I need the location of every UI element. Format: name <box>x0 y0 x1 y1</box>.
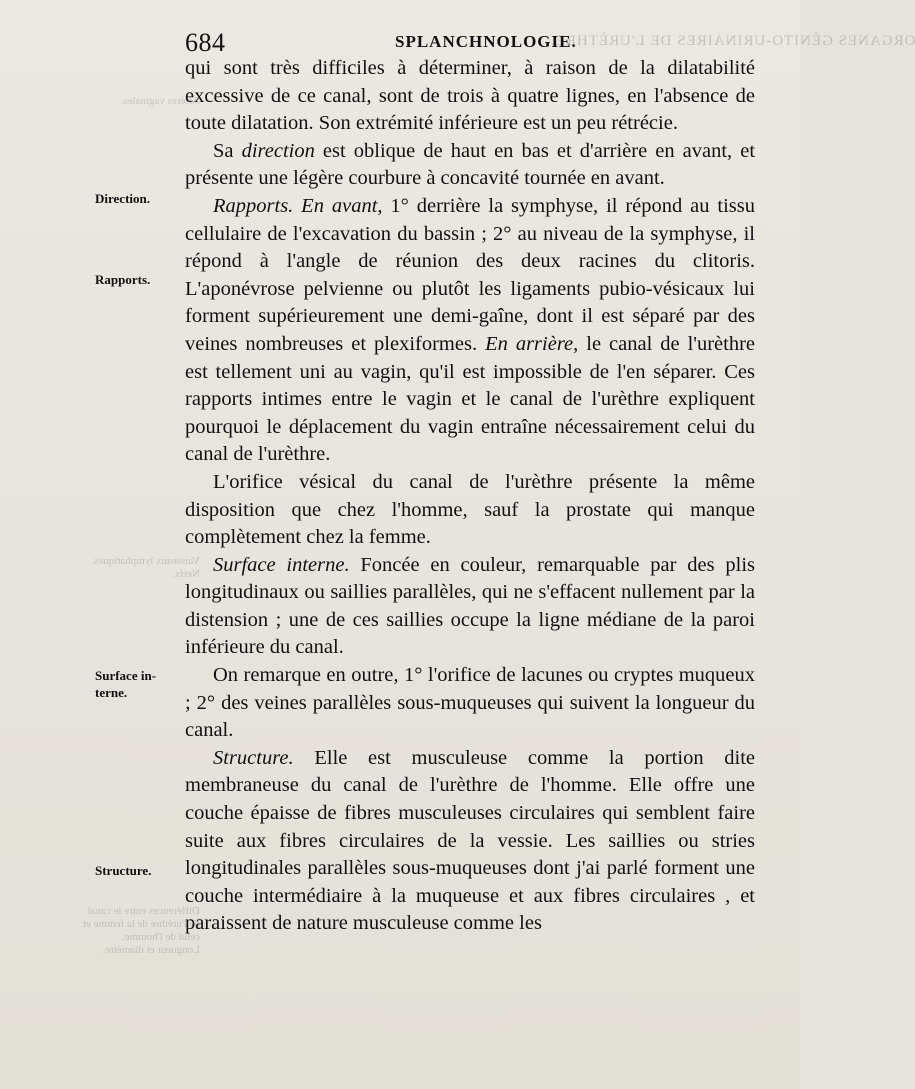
running-title: SPLANCHNOLOGIE. <box>395 32 577 51</box>
paragraph-intro: Sa <box>213 139 234 162</box>
paragraph-direction <box>185 138 755 193</box>
paragraph-text: Foncée en couleur, remarquable par des plis longitudinaux ou saillies parallèles, qui ne s'effacent nullement par la distension ; une de ces saillies occupe la ligne médiane de la paroi inférieure du canal. <box>185 553 755 659</box>
surface-interne-heading: Surface interne. <box>213 553 350 576</box>
page-header <box>185 20 915 60</box>
paragraph-structure <box>185 745 755 938</box>
margin-note-direction: Direction. <box>95 191 150 206</box>
paragraph-text: On remarque en outre, 1° l'orifice de lacunes ou cryptes muqueux ; 2° des veines parallèles sous-muqueuses qui suivent la longueur du canal. <box>185 664 755 742</box>
show-through-note: Différences entre le canal de l'urèthre de la femme et celui de l'homme. Longueur et diamètre. <box>82 905 200 956</box>
paragraph-text: est oblique de haut en bas et d'arrière en avant, et présente une légère courbure à concavité tournée en avant. <box>185 139 756 190</box>
body-text <box>185 55 755 938</box>
paragraph-lacunes <box>185 662 755 745</box>
paragraph-text: , le canal de l'urèthre est tellement uni au vagin, qu'il est impossible de l'en séparer. Ces rapports intimes entre le vagin et le canal de l'urèthre expliquent pourquoi le déplacement du vagin entraîne nécessairement celui du canal de l'urèthre. <box>185 332 756 466</box>
show-through-note: Artères vaginales. <box>120 95 200 107</box>
rapports-heading: Rapports. En avant <box>213 194 378 217</box>
en-arriere-term: En arrière <box>485 332 574 355</box>
paragraph-rapports <box>185 193 755 469</box>
paragraph-text: qui sont très difficiles à déterminer, à raison de la dilatabilité excessive de ce canal, sont de trois à quatre lignes, en l'absence de toute dilatation. Son extrémité inférieure est un peu rétrécie. <box>185 57 755 135</box>
page-number: 684 <box>185 28 226 57</box>
paragraph-text: Elle est musculeuse comme la portion dite membraneuse du canal de l'urèthre de l'homme. Elle offre une couche épaisse de fibres musculeuses circulaires qui semblent faire suite aux fibres circulaires de la vessie. Les saillies ou stries longitudinales parallèles sous-muqueuses dont j'ai parlé forment une couche intermédiaire à la muqueuse et aux fibres circulaires , et paraissent de nature musculeuse comme les <box>185 746 755 935</box>
direction-term: direction <box>241 139 315 162</box>
paragraph-dimensions <box>185 55 755 138</box>
structure-heading: Structure. <box>213 746 294 769</box>
margin-note-surface-interne: Surface in- terne. <box>95 668 157 700</box>
paragraph-orifice <box>185 469 755 552</box>
margin-note-rapports: Rapports. <box>95 272 151 287</box>
paragraph-surface-interne <box>185 552 755 662</box>
paragraph-text: , 1° derrière la symphyse, il répond au tissu cellulaire de l'excavation du bassin ; 2° au niveau de la symphyse, il répond à l'angle de réunion des deux racines du clitoris. L'aponévrose pelvienne ou plutôt les ligaments pubio-vésicaux lui forment supérieurement une demi-gaîne, dont il est séparé par des veines nombreuses et plexiformes. <box>185 194 755 355</box>
show-through-title: ORGANES GÉNITO-URINAIRES DE L'URÈTHRE. <box>550 33 915 49</box>
paragraph-text: L'orifice vésical du canal de l'urèthre présente la même disposition que chez l'homme, sauf la prostate qui manque complètement chez la femme. <box>185 470 755 549</box>
margin-note-structure: Structure. <box>95 863 152 878</box>
show-through-note: Vaisseaux lymphatiques. Nerfs. <box>91 555 200 580</box>
